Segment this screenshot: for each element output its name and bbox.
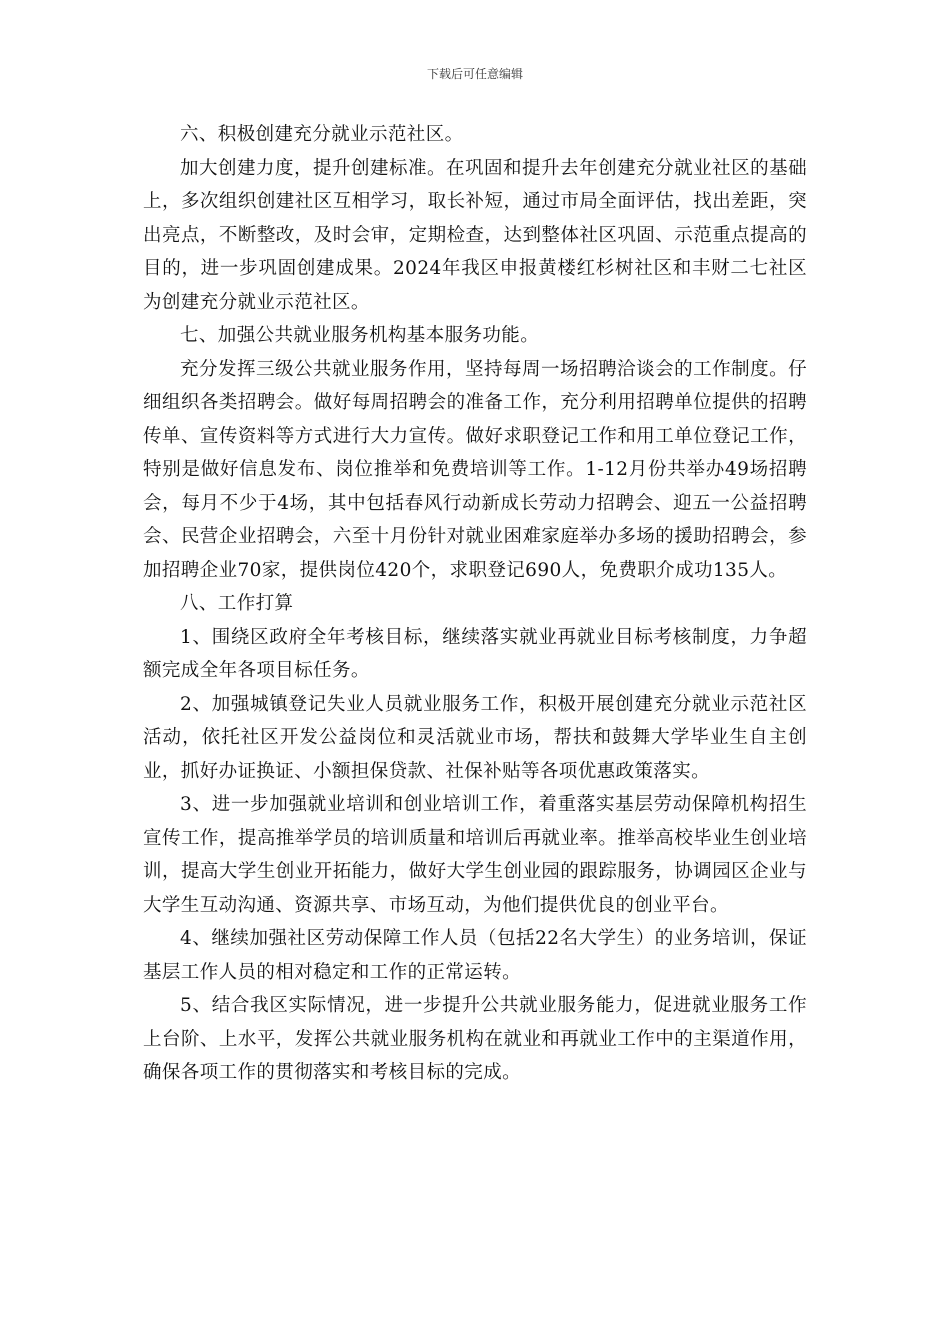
plan-item-3: 3、进一步加强就业培训和创业培训工作，着重落实基层劳动保障机构招生宣传工作，提高推举学员的培训质量和培训后再就业率。推举高校毕业生创业培训，提高大学生创业开拓能力，做好大学生创业园的跟踪服务，协调园区企业与大学生互动沟通、资源共享、市场互动，为他们提供优良的创业平台。 (143, 794, 807, 916)
header-note: 下载后可任意编辑 (426, 67, 523, 81)
section-heading-6: 六、积极创建充分就业示范社区。 (180, 124, 464, 145)
plan-item-2: 2、加强城镇登记失业人员就业服务工作，积极开展创建充分就业示范社区活动，依托社区开发公益岗位和灵活就业市场，帮扶和鼓舞大学毕业生自主创业，抓好办证换证、小额担保贷款、社保补贴等各项优惠政策落实。 (143, 693, 807, 782)
section-heading-8: 八、工作打算 (180, 593, 294, 614)
section-heading-7: 七、加强公共就业服务机构基本服务功能。 (180, 325, 540, 346)
plan-item-4: 4、继续加强社区劳动保障工作人员（包括22名大学生）的业务培训，保证基层工作人员的相对稳定和工作的正常运转。 (143, 928, 807, 983)
paragraph-community-creation: 加大创建力度，提升创建标准。在巩固和提升去年创建充分就业社区的基础上，多次组织创建社区互相学习，取长补短，通过市局全面评估，找出差距，突出亮点，不断整改，及时会审，定期检查，达到整体社区巩固、示范重点提高的目的，进一步巩固创建成果。2024年我区申报黄楼红杉树社区和丰财二七社区为创建充分就业示范社区。 (143, 157, 807, 313)
plan-item-1: 1、围绕区政府全年考核目标，继续落实就业再就业目标考核制度，力争超额完成全年各项目标任务。 (143, 626, 807, 681)
paragraph-public-employment-service: 充分发挥三级公共就业服务作用，坚持每周一场招聘洽谈会的工作制度。仔细组织各类招聘会。做好每周招聘会的准备工作，充分利用招聘单位提供的招聘传单、宣传资料等方式进行大力宣传。做好求职登记工作和用工单位登记工作，特别是做好信息发布、岗位推举和免费培训等工作。1-12月份共举办49场招聘会，每月不少于4场，其中包括春风行动新成长劳动力招聘会、迎五一公益招聘会、民营企业招聘会，六至十月份针对就业困难家庭举办多场的援助招聘会，参加招聘企业70家，提供岗位420个，求职登记690人，免费职介成功135人。 (143, 358, 807, 581)
document-body (143, 118, 807, 1090)
plan-item-5: 5、结合我区实际情况，进一步提升公共就业服务能力，促进就业服务工作上台阶、上水平，发挥公共就业服务机构在就业和再就业工作中的主渠道作用，确保各项工作的贯彻落实和考核目标的完成。 (143, 995, 807, 1083)
